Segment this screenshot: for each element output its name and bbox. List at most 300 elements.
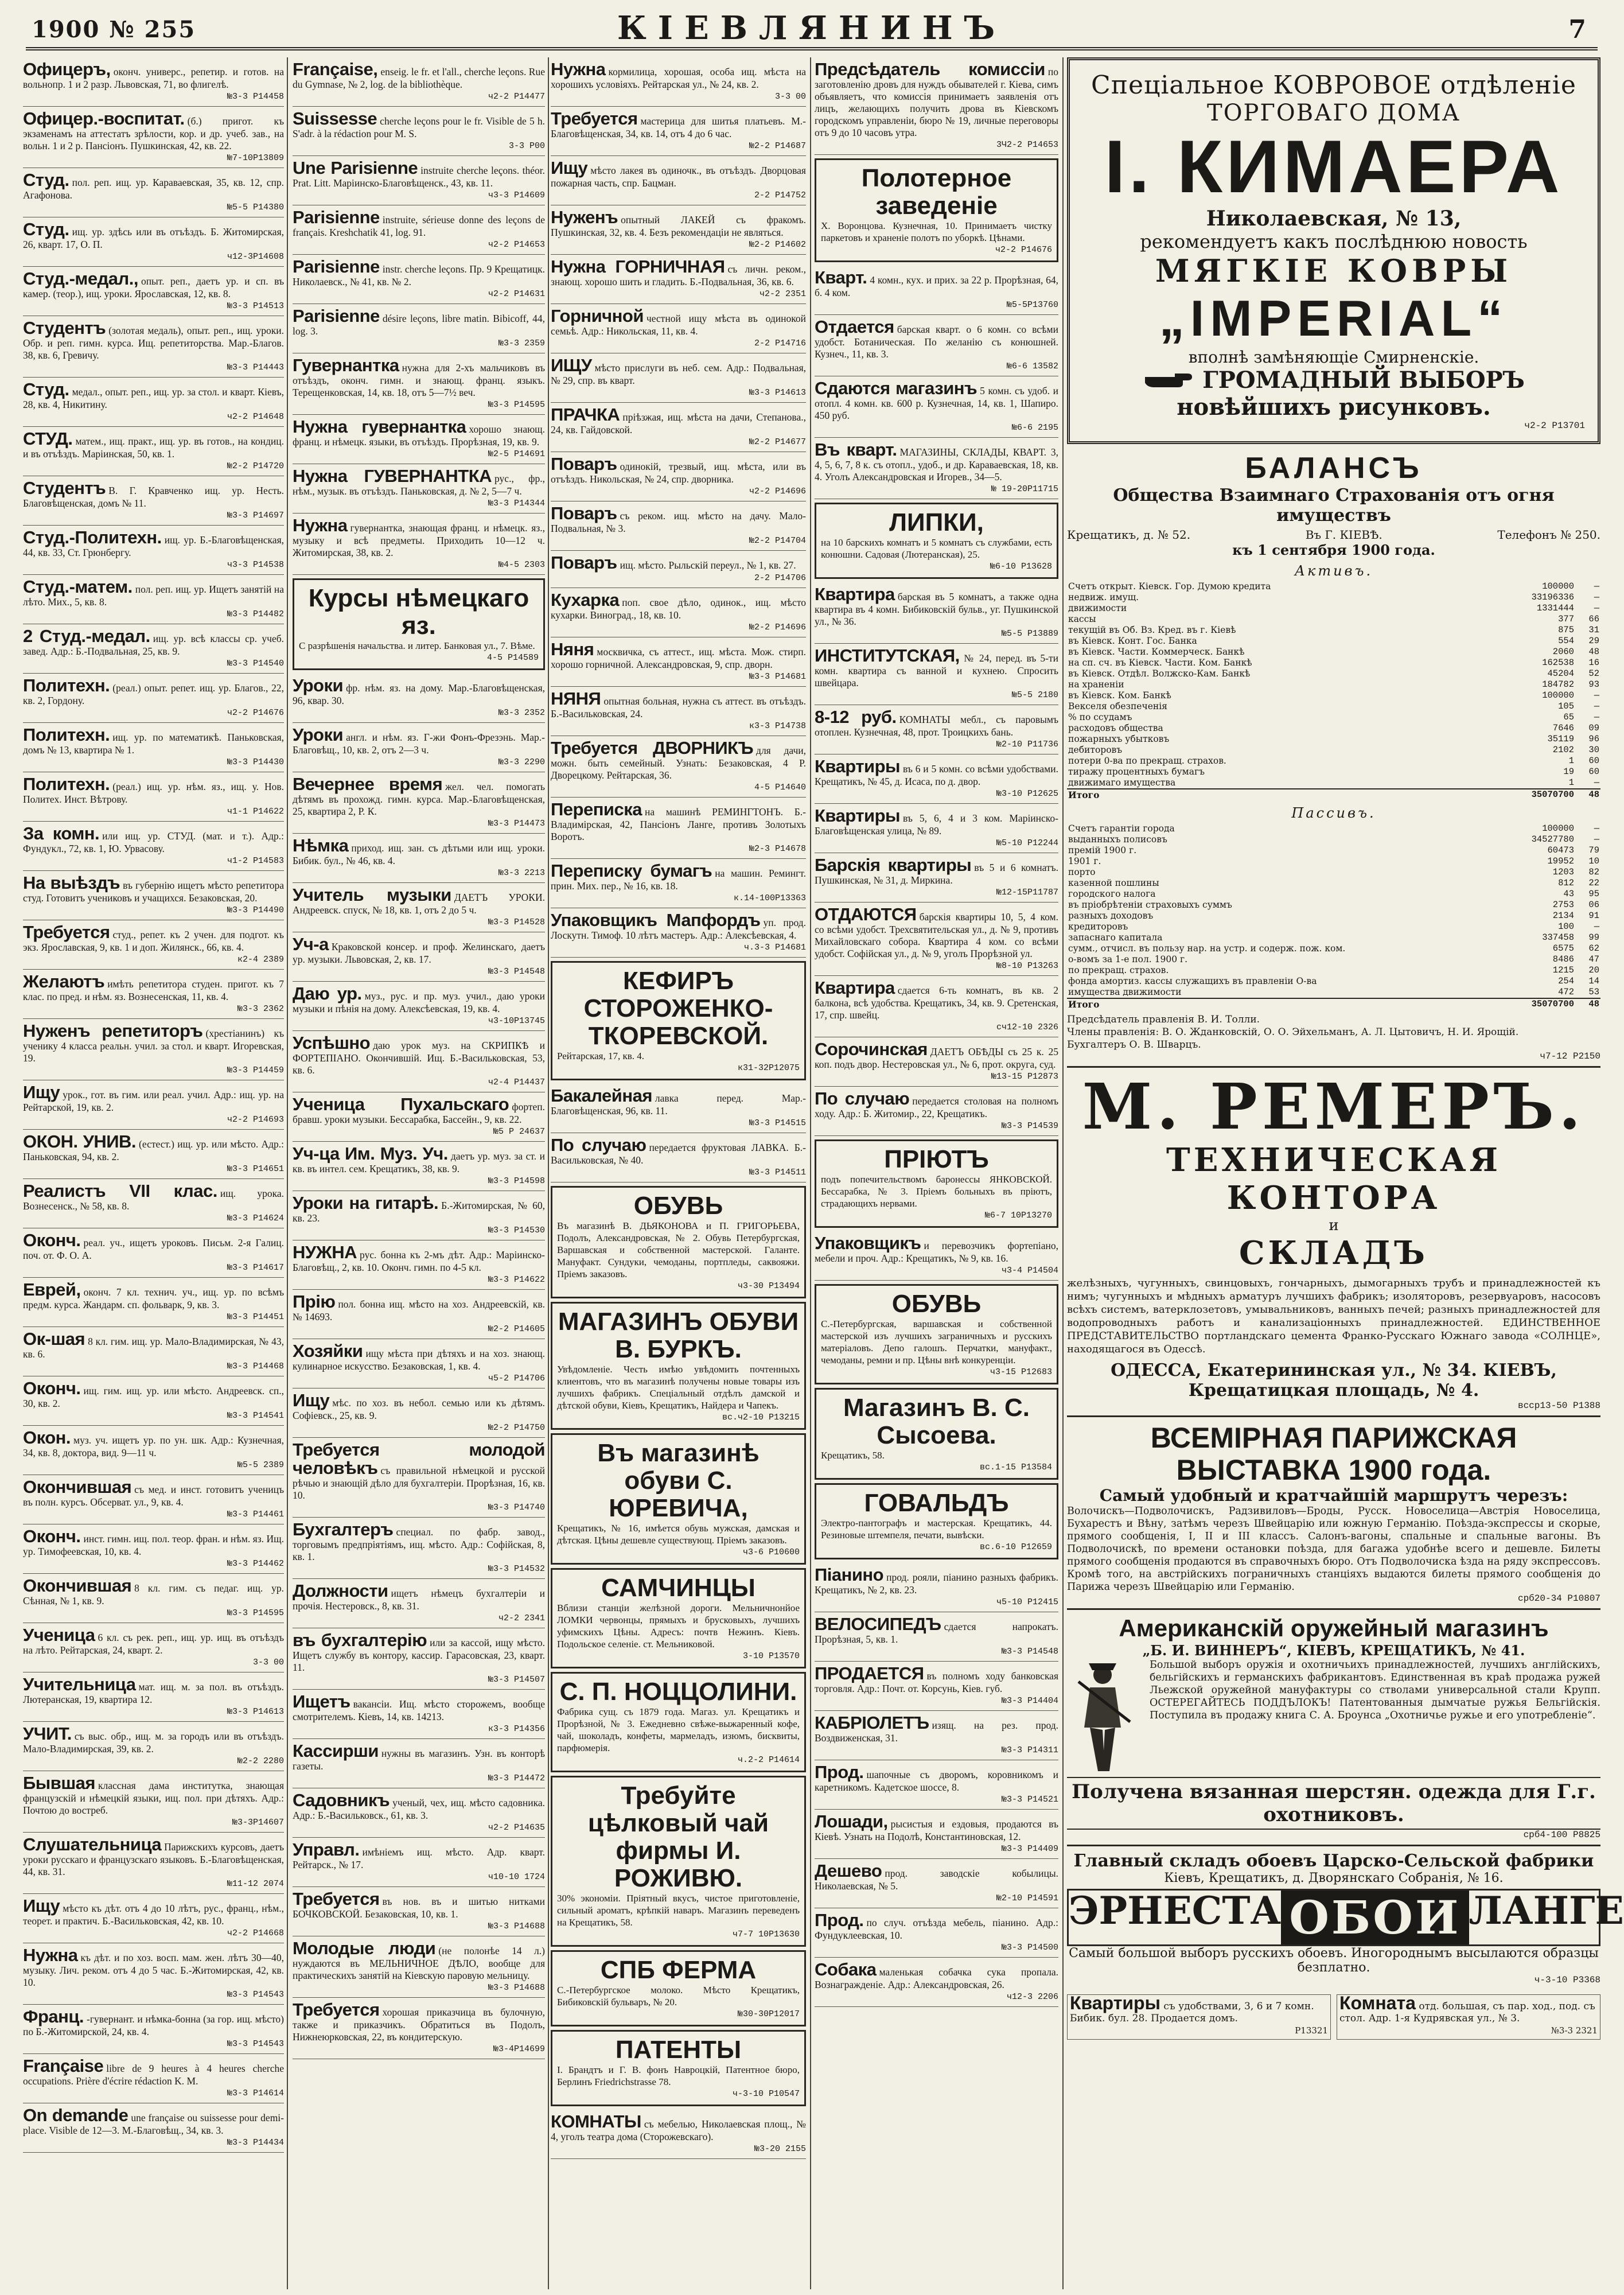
ledger-row (1067, 723, 1600, 734)
ledger-row (1067, 647, 1600, 658)
ledger-label: потери 0-ва по прекращ. страхов. (1068, 756, 1226, 766)
ad-code: №2-2 Р14602 (749, 240, 806, 250)
ad-text: (реал.) ищ. ур. нѣм. яз., ищ. у. Нов. Политех. Инст. Вѣтрову. (23, 781, 284, 805)
active-ledger (1067, 581, 1600, 800)
classified-ad (23, 1833, 284, 1894)
ad-heading: Française (23, 2056, 104, 2076)
ledger-kopecks: 60 (1588, 767, 1599, 777)
ad-code: №2-2 Р14750 (488, 1423, 545, 1433)
ad-heading: Оконч. (23, 1230, 81, 1250)
ledger-amount: 377 (1558, 614, 1574, 624)
ledger-kopecks: 48 (1588, 647, 1599, 657)
ledger-row (1067, 987, 1600, 998)
classified-ad (551, 403, 806, 452)
classified-ad (815, 1087, 1058, 1136)
classified-ad (815, 705, 1058, 754)
ad-code: ч1-1 Р14622 (227, 807, 284, 816)
ledger-row (1067, 965, 1600, 976)
ledger-kopecks: — (1594, 701, 1599, 711)
ledger-row (1067, 745, 1600, 756)
ad-text: съ удобствами, 3, 6 и 7 комн. Бибик. бул. 28. Продается домъ. (1070, 2001, 1314, 2024)
ledger-amount: 100000 (1542, 581, 1574, 592)
ad-code: ч2-2 Р14631 (488, 289, 545, 299)
ad-text: ищу мѣста при дѣтяхъ и на хоз. знающ. кулинарное искусство. Безаковская, 1, кв. 4. (293, 1348, 545, 1372)
ad-text: англ. и нѣм. яз. Г-жи Фонъ-Фрезэнь. Мар.-Благовѣщ., 10, кв. 2, отъ 2—3 ч. (293, 732, 545, 756)
ad-text: съ правильной нѣмецкой и русской рѣчью и знающій дѣло для бухгалтеріи. Прорѣзная, 16, кв. 10. (293, 1465, 545, 1501)
ledger-kopecks: — (1594, 603, 1599, 613)
column-4 (815, 57, 1058, 2289)
ad-text: мѣсто прислуги въ неб. сем. Адр.: Подвальная, № 29, спр. въ кварт. (551, 362, 806, 386)
column-1 (23, 57, 284, 2289)
kimaer-address: Николаевская, № 13, (1206, 207, 1462, 231)
ad-heading: Уч-ца Им. Муз. Уч. (293, 1143, 448, 1164)
active-heading: Активъ. (1294, 563, 1373, 579)
expo-body: Волочискъ—Подволочискъ, Радзивиловъ—Броды, Русск. Новоселица—Австрія Новоселица, Бухарестъ и Вѣну, затѣмъ черезъ Швейцарію или южную Германію. Поѣзда-экспрессы и скорые, прямого сообщенія, I, II и III классъ. Салонъ-вагоны, спальные и спальные вагоны. Въ Подволочискѣ, по времени остановки поѣзда, для багажа удобнѣе всего и дешевле. Билеты прямого сообщенія продаются въ справочныхъ бюро. Отъ Подволочиска ѣзда на ряду экспрессовъ. Кромѣ того, на австрійскихъ пограничныхъ станціяхъ выдаются билеты прямого сообщенія до Парижа черезъ Швейцарію или Германію. (1067, 1506, 1600, 1593)
ledger-row (1067, 900, 1600, 911)
ledger-row (1067, 845, 1600, 856)
classified-ad (23, 217, 284, 267)
ledger-kopecks: — (1594, 712, 1599, 722)
classified-ad (1337, 1994, 1600, 2040)
ad-text: передается столовая на полномъ ходу. Адр.: Б. Житомир., 22, Крещатикъ. (815, 1095, 1058, 1119)
ad-code: №3-3 Р14595 (227, 1608, 284, 1618)
ledger-amount: 65 (1563, 712, 1574, 722)
ledger-label: разныхъ доходовъ (1068, 911, 1154, 921)
ad-text: 5 комн. съ удоб. и отопл. 4 комн. кв. 600 р. Кузнечная, 14, кв. 1, Шапиро. 450 руб. (815, 385, 1058, 421)
ad-code: ч2-2 Р14676 (995, 245, 1052, 255)
column-5 (1067, 57, 1624, 2289)
column-rule (1062, 57, 1064, 2289)
ad-heading: Въ магазинѣ обуви С. ЮРЕВИЧА, (597, 1439, 760, 1522)
issue-number: 1900 № 255 (32, 16, 196, 43)
ad-text: москвичка, съ аттест., ищ. мѣста. Мож. стирп. хорошо горничной. Александровская, 9, спр. дворн. (551, 646, 806, 670)
ledger-amount: 2102 (1552, 745, 1574, 755)
ad-heading: Магазинъ В. С. Сысоева. (843, 1394, 1030, 1449)
ad-code: №3-3 Р14688 (488, 1983, 545, 1993)
ledger-label: городского налога (1068, 889, 1156, 899)
expo-subtitle: Самый удобный и кратчайшій маршрутъ черезъ: (1099, 1486, 1568, 1505)
ledger-label: Счетъ гарантіи города (1068, 823, 1175, 834)
ad-code: ч3-15 Р12683 (990, 1367, 1052, 1377)
ad-code: №3-3 Р14462 (227, 1559, 284, 1569)
ad-heading: Требуется (293, 2000, 380, 2020)
ad-code: 2-2 Р14706 (754, 573, 806, 583)
ad-text: (естест.) ищ. ур. или мѣсто. Адр.: Паньковская, 94, кв. 2. (23, 1138, 284, 1162)
ad-text: ищетъ нѣмецъ бухгалтеріи и прочія. Нестеровск., 8, кв. 31. (293, 1588, 545, 1612)
kimaer-recommendation: рекомендуетъ какъ послѣднюю новость (1140, 231, 1528, 252)
ad-code: ч3-10Р13745 (488, 1016, 545, 1026)
classified-ad (23, 2054, 284, 2103)
ad-heading: Уч-а (293, 934, 329, 954)
classified-ad (293, 834, 545, 883)
ad-heading: Parisienne (293, 306, 380, 326)
ad-code: ч2-2 Р14653 (488, 240, 545, 250)
ad-code: №2-2 Р14677 (749, 437, 806, 447)
classified-ad (293, 1936, 545, 1998)
ad-heading: Прію (293, 1292, 336, 1312)
ad-text: имѣніемъ ищ. мѣсто. Адр. кварт. Рейтарск., № 17. (293, 1846, 545, 1870)
ledger-kopecks: 96 (1588, 734, 1599, 744)
ad-code: ч3-30 Р13494 (737, 1281, 800, 1291)
ad-text: 4 комн., кух. и прих. за 22 р. Прорѣзная, 64, б. 4 ком. (815, 274, 1058, 298)
classified-ad (551, 687, 806, 736)
ad-heading: Parisienne (293, 256, 380, 277)
classified-ad (293, 1518, 545, 1579)
ad-heading: Молодые люди (293, 1938, 436, 1958)
ad-code: №2-3 Р14678 (749, 844, 806, 854)
ledger-kopecks: — (1594, 921, 1599, 932)
classified-ad (815, 1388, 1058, 1480)
classified-ad (551, 551, 806, 588)
classified-ad (551, 1776, 806, 1947)
ad-heading: За комн. (23, 823, 100, 843)
ad-text: жел. чел. помогать дѣтямъ въ прохожд. гимн. курса. Мар.-Благовѣщенская, 25, квартира 2, Р. К. (293, 781, 545, 817)
ad-heading: Уроки на гитарѣ. (293, 1193, 439, 1213)
ad-code: ч3-3 Р14609 (488, 190, 545, 200)
classified-ad (23, 267, 284, 316)
ledger-label: фонда амортиз. кассы служащихъ въ правленіи О-ва (1068, 976, 1317, 986)
ledger-amount: 105 (1558, 701, 1574, 711)
column-rule (810, 57, 811, 2289)
ad-text: ученый, чех, ищ. мѣсто садовника. Адр.: Б.-Васильковск., 61, кв. 3. (293, 1797, 545, 1821)
ad-code: № 19-20Р11715 (991, 484, 1058, 494)
ledger-kopecks: 93 (1588, 679, 1599, 690)
classified-ad (551, 353, 806, 403)
gun-shop-ad (1067, 1610, 1600, 1846)
ledger-kopecks: — (1594, 834, 1599, 845)
classified-ad (293, 578, 545, 670)
classified-ad (293, 1191, 545, 1240)
ad-heading: ОКОН. УНИВ. (23, 1131, 137, 1152)
classified-ad (293, 107, 545, 156)
ledger-row (1067, 932, 1600, 943)
ad-text: опытная больная, нужна съ аттест. въ отъѣздъ. Б.-Васильковская, 24. (551, 695, 806, 719)
ad-code: №3-3 Р14651 (227, 1164, 284, 1174)
classified-ad (23, 1376, 284, 1426)
classified-ad (815, 853, 1058, 903)
classified-ad (293, 1438, 545, 1518)
ad-text: имѣть репетитора студен. пригот. къ 7 клас. по пред. и нѣм. яз. Вознесенская, 11, кв. 4. (23, 978, 284, 1002)
ad-heading: ОТДАЮТСЯ (815, 904, 917, 924)
ad-code: №3-3 Р14430 (227, 757, 284, 767)
ledger-label: дебиторовъ (1068, 745, 1123, 755)
ad-text: instruite cherche leçons. théor. Prat. Litt. Маріинско-Благовѣщенск., 43, кв. 11. (293, 165, 545, 189)
ad-text: В. Г. Кравченко ищ. ур. Несть. Благовѣщенская, домъ № 11. (23, 485, 284, 509)
ad-heading: Студ.-матем. (23, 577, 133, 597)
ledger-label: порто (1068, 867, 1096, 877)
ad-code: ч7-12 Р2150 (1540, 1051, 1600, 1061)
ad-heading: ОБУВЬ (633, 1192, 723, 1220)
ad-heading: С. П. НОЦЦОЛИНИ. (559, 1678, 797, 1706)
classified-ad (293, 205, 545, 255)
ledger-row (1067, 581, 1600, 592)
ad-code: №3-20 2155 (754, 2144, 806, 2154)
ad-heading: Горничной (551, 306, 644, 326)
ledger-kopecks: 10 (1588, 856, 1599, 866)
ad-heading: ПАТЕНТЫ (615, 2036, 742, 2064)
ad-heading: Гувернантка (293, 355, 399, 375)
classified-ad (815, 1662, 1058, 1711)
ledger-amount: 19952 (1547, 856, 1574, 866)
ledger-amount: 184782 (1542, 679, 1574, 690)
ledger-kopecks: 79 (1588, 845, 1599, 855)
ledger-row (1067, 690, 1600, 701)
ad-text: изящ. на рез. прод. Воздвиженская, 31. (815, 1720, 1058, 1744)
ad-code: ч2-2 Р14696 (749, 487, 806, 496)
classified-ad (293, 723, 545, 772)
ad-code: №3-3 Р14311 (1001, 1745, 1058, 1755)
ad-code: 3-3 00 (774, 92, 806, 102)
ledger-amount: 162538 (1542, 658, 1574, 668)
ledger-row (1067, 943, 1600, 954)
ad-code: к31-32Р12075 (737, 1063, 800, 1073)
ad-code: №5-5 2180 (1011, 690, 1058, 700)
ad-text: рысистыя и ездовыя, продаются въ Кіевѣ. Узнать на Подолѣ, Константиновская, 12. (815, 1818, 1058, 1842)
classified-ad (23, 1574, 284, 1623)
ad-text: Х. Воронцова. Кузнечная, 10. Принимаетъ чистку паркетовъ и храненіе полотъ по уборкѣ. Цѣнами. (821, 220, 1052, 243)
ad-code: ч3-4 Р14504 (1001, 1266, 1058, 1275)
ad-code: ч3-3 Р14538 (227, 560, 284, 570)
ledger-kopecks: 30 (1588, 745, 1599, 755)
ad-text: барская въ 5 комнатъ, а также одна квартира въ 4 комн. Бибиковскій бульв., уг. Пушкинской ул., № 36. (815, 591, 1058, 627)
ad-text: ищ. урока. Вознесенск., № 58, кв. 8. (23, 1188, 284, 1212)
ad-code: №6-6 2195 (1011, 423, 1058, 433)
ad-text: (золотая медаль), опыт. реп., ищ. уроки. Обр. и реп. гимн. курса. Ищ. репетиторства. Мар.-Благов. 38, кв. 6, Гревичу. (23, 325, 284, 361)
remer-address: ОДЕССА, Екатерининская ул., № 34. КІЕВЪ, Крещатицкая площадь, № 4. (1111, 1360, 1557, 1401)
ledger-amount: 100000 (1542, 690, 1574, 701)
ad-code: ч.3-3 Р14681 (743, 943, 806, 952)
ad-text: на машинѣ РЕМИНГТОНЪ. Б.-Владимірская, 42, Пансіонъ Ланге, противъ Золотыхъ Воротъ. (551, 806, 806, 842)
kimaer-choice (1082, 367, 1585, 394)
ad-text: enseig. le fr. et l'all., cherche leçons. Rue du Gymnase, № 2, log. de la bibliothèque. (293, 66, 545, 90)
ad-text: въ нов. въ и шитью нитками БОЧКОВСКОЙ. Безаковская, 10, кв. 1. (293, 1896, 545, 1920)
ad-heading: Франц. (23, 2006, 84, 2026)
ad-code: №3-3 Р14458 (227, 92, 284, 102)
ledger-total: Итого (1067, 998, 1510, 1010)
ad-code: ч12-3Р14608 (227, 252, 284, 262)
ad-code: сч12-10 2326 (996, 1022, 1058, 1032)
ledger-row (1067, 734, 1600, 745)
ad-text: пол. реп. ищ. ур. Ищетъ занятій на лѣто. Мих., 5, кв. 8. (23, 584, 284, 608)
classified-ad (815, 1958, 1058, 2007)
ad-text: Парижскихъ курсовъ, даетъ уроки русскаго и французскаго языковъ. Б.-Благовѣщенская, 44, кв. 31. (23, 1841, 284, 1877)
gun-title: Американскій оружейный магазинъ (1119, 1615, 1549, 1641)
classified-ad (293, 1998, 545, 2059)
ad-heading: Ученица Пухальскаго (293, 1094, 509, 1114)
ad-code: №6-7 10Р13270 (984, 1211, 1052, 1220)
classified-ad (293, 464, 545, 514)
ad-code: №3-10 Р12625 (996, 789, 1058, 799)
ad-heading: Требуется (551, 108, 638, 129)
kimaer-line-2: ТОРГОВАГО ДОМА (1207, 100, 1461, 126)
wallpaper-oboi: ОБОИ (1281, 1891, 1469, 1944)
ad-text: уп. прод. Лоскутн. Тимоф. 10 лѣтъ мастеръ. Адр.: Алексѣевская, 4. (551, 917, 806, 941)
ledger-amount: 472 (1558, 987, 1574, 997)
ad-code: к2-4 2389 (237, 955, 284, 964)
balance-subtitle: Общества Взаимнаго Страхованія отъ огня имуществъ (1113, 485, 1555, 526)
classified-ad (293, 1887, 545, 1936)
ad-code: ч-3-10 Р3368 (1534, 1975, 1600, 1985)
ad-code: №3-3 Р14617 (227, 1263, 284, 1273)
ad-text: въ 5, 6, 4 и 3 ком. Маріинско-Благовѣщенская улица, № 89. (815, 812, 1058, 837)
hunter-illustration-icon (1067, 1659, 1142, 1773)
ad-heading: Окон. (23, 1427, 71, 1448)
ad-text: Рейтарская, 17, кв. 4. (557, 1051, 645, 1061)
ad-text: С.-Петербургская, варшавская и собственной мастерской изъ лучшихъ заграничныхъ и русскихъ матеріаловъ. Депо галошъ. Перчатки, мануфакт., чемоданы, ремни и пр. Цѣны внѣ конкуренціи. (821, 1318, 1052, 1366)
ad-heading: Учитель музыки (293, 885, 451, 905)
classified-ad (551, 1950, 806, 2026)
ledger-kopecks: 62 (1588, 943, 1599, 954)
ledger-amount: 7646 (1552, 723, 1574, 733)
ad-text: оконч. 7 кл. технич. уч., ищ. ур. по всѣмъ предм. курса. Жандарм. сп. фольварк, 9, кв. 3. (23, 1286, 284, 1310)
ad-code: 4-5 Р14640 (754, 783, 806, 792)
classified-ad (551, 2030, 806, 2106)
classified-ad (23, 1130, 284, 1179)
ad-heading: Квартиры (1070, 1993, 1160, 2013)
ad-code: 3Ч2-2 Р14653 (996, 140, 1058, 150)
classified-ad (23, 822, 284, 871)
ad-text: даю урок муз. на СКРИПКѢ и ФОРТЕПІАНО. Окончившій. Ищ. Б.-Васильковская, 53, кв. 6. (293, 1040, 545, 1076)
classified-ad (815, 903, 1058, 976)
ad-code: №7-10Р13809 (227, 153, 284, 163)
ledger-row (1067, 625, 1600, 636)
ad-code: 3-3 Р00 (508, 141, 545, 151)
ledger-kopecks: 22 (1588, 878, 1599, 888)
ad-text: instruite, sérieuse donne des leçons de français. Kreshchatik 41, log. 91. (293, 214, 545, 238)
ad-code: ч2-2 Р14668 (227, 1928, 284, 1938)
classified-ad (23, 1722, 284, 1771)
ledger-kopecks: — (1594, 581, 1599, 592)
classified-ad (293, 1142, 545, 1191)
ledger-label: кассы (1068, 614, 1096, 624)
ad-code: ч3-6 Р10600 (742, 1547, 800, 1557)
ad-heading: Няня (551, 639, 594, 659)
ledger-kopecks: 06 (1588, 900, 1599, 910)
ad-code: №3-3 Р14543 (227, 1990, 284, 2000)
ad-code: №3-3 2362 (237, 1004, 284, 1014)
ad-code: №3-3 Р14614 (227, 2088, 284, 2098)
ad-text: Крещатикъ, 58. (821, 1450, 885, 1461)
wallpaper-address: Кіевъ, Крещатикъ, д. Дворянскаго Собранія, № 16. (1164, 1871, 1504, 1885)
classified-ad (23, 723, 284, 772)
ad-text: (б.) пригот. къ экзаменамъ на аттестатъ зрѣлости, кор. и др. учеб. зав., на вольн. 1 и 2 р. Пансіонъ. Пушкинская, 42, кв. 22. (23, 115, 284, 151)
ad-heading: Ищу (23, 1896, 60, 1916)
ad-text: въ 5 и 6 комнатъ. Пушкинская, № 31, д. Миркина. (815, 862, 1058, 886)
ad-code: №2-10 Р14591 (996, 1893, 1058, 1903)
ad-heading: Оконч. (23, 1378, 81, 1398)
ad-heading: Нуженъ репетиторъ (23, 1021, 203, 1041)
classified-ad (23, 427, 284, 476)
ad-heading: Хозяйки (293, 1341, 363, 1361)
classified-ad (815, 644, 1058, 705)
classified-ad (293, 1339, 545, 1388)
ledger-amount: 1203 (1552, 867, 1574, 877)
ad-code: №3-3 Р14740 (488, 1503, 545, 1512)
ad-heading: Нѣмка (293, 835, 349, 855)
ad-code: №3-3 Р14532 (488, 1564, 545, 1574)
ad-code: №3-3 Р14511 (749, 1168, 806, 1177)
ad-heading: Ок-шая (23, 1329, 85, 1349)
ad-code: №3-3 2290 (498, 757, 545, 767)
ledger-amount: 2753 (1552, 900, 1574, 910)
classified-ad (815, 1139, 1058, 1228)
ad-code: №3-3 Р14443 (227, 363, 284, 372)
ad-heading: Оконч. (23, 1526, 81, 1546)
ad-text: мѣсто къ дѣт. отъ 4 до 10 лѣтъ, рус., франц., нѣм., теорет. и практич. Б.-Васильковская, 42, кв. 10. (23, 1903, 284, 1927)
ad-text: 8 кл. гим. ищ. ур. Мало-Владимирская, № 43, кв. 6. (23, 1336, 284, 1360)
ad-heading: Бакалейная (551, 1086, 652, 1106)
ad-heading: Курсы нѣмецкаго яз. (308, 584, 529, 640)
classified-ad (293, 353, 545, 415)
ad-text: une française ou suissesse pour demi-place. Visible de 12—3. М.-Благовѣщ., 34, кв. 3. (23, 2112, 284, 2136)
ad-text: пріѣзжая, ищ. мѣста на дачи, Степанова., 24, кв. Гайдовской. (551, 411, 806, 435)
ad-text: по заготовленію дровъ для нуждъ обывателей г. Кіева, симъ объявляетъ, что комиссія принимаетъ заявленія отъ лицъ, желающихъ получить дрова въ Кіевскомъ городскомъ управленіи, бюро № 19, личные переговоры отъ 9 до 10 часовъ утра. (815, 66, 1058, 138)
ad-text: Фабрика сущ. съ 1879 года. Магаз. ул. Крещатикъ и Прорѣзной, № 3. Ежедневно свѣже-выжаренный кофе, чай, шоколадъ, конфеты, мармеладъ, изюмъ, бисквиты, парфюмерія. (557, 1706, 800, 1753)
ad-heading: Въ кварт. (815, 439, 897, 460)
ledger-kopecks: 99 (1588, 932, 1599, 943)
classified-ad (815, 1563, 1058, 1612)
ad-heading: Отдается (815, 317, 894, 337)
ad-text: Вблизи станціи желѣзной дороги. Мельничнонйое ЛОМКИ червонцы, прямыхъ и брусковыхъ, лучшихъ уфимскихъ Цѣны. Адресъ: почтв Нежинъ. Кіевъ. Подольское селеніе. ст. Мельниковой. (557, 1602, 800, 1650)
ad-heading: Предсѣдатель комиссіи (815, 59, 1045, 79)
ad-text: въ губернію ищетъ мѣсто репетитора студ. Готовитъ учениковъ и учащихся. Безаковская, 20. (23, 880, 284, 904)
ad-code: №2-10 Р11736 (996, 740, 1058, 749)
ad-heading: УЧИТ. (23, 1724, 72, 1744)
ad-heading: Еврей, (23, 1279, 81, 1300)
kimaer-product: МЯГКІЕ КОВРЫ (1155, 252, 1513, 289)
ledger-label: въ Кіевск. Ком. Банкѣ (1068, 690, 1171, 701)
ad-code: ч2-2 Р14477 (488, 92, 545, 102)
ad-heading: Управл. (293, 1839, 360, 1860)
ad-code: к3-3 Р14356 (488, 1724, 545, 1734)
ad-heading: КАБРІОЛЕТЪ (815, 1713, 929, 1733)
ad-code: №3-3 2352 (498, 708, 545, 718)
ledger-row (1067, 668, 1600, 679)
ledger-amount: 1 (1568, 756, 1574, 766)
ad-code: №3-3 Р14513 (227, 301, 284, 311)
ad-text: подъ попечительствомъ баронессы ЯНКОВСКОЙ. Бессарабка, № 3. Пріемъ больныхъ въ пріютъ, страдающихъ нервами. (821, 1174, 1052, 1209)
ad-code: вс.ч2-10 Р13215 (722, 1413, 800, 1422)
classified-ad (23, 1524, 284, 1574)
ad-text: съ мебелью, Николаевская площ., № 4, уголъ театра дома (Сторожевскаго). (551, 2118, 806, 2142)
ledger-amount: 34527780 (1531, 834, 1574, 845)
ad-text: Увѣдомленіе. Честь имѣю увѣдомить почтенныхъ клиентовъ, что въ магазинѣ получены новые товары изъ лучшихъ фабрикъ. Спеціальный отдѣлъ дамской и дѣтской обуви, Кіевъ, Крещатикъ, Найдера и Чапекъ. (557, 1364, 800, 1411)
ad-heading: въ бухгалтерію (293, 1630, 427, 1650)
ad-code: 4-5 Р14589 (486, 653, 539, 663)
ad-code: №3-3 Р14409 (1001, 1844, 1058, 1854)
classified-ad (23, 1019, 284, 1080)
ledger-row (1067, 856, 1600, 867)
ad-code: №3-3 Р14697 (227, 511, 284, 520)
classified-ad (551, 1084, 806, 1133)
ad-heading: САМЧИНЦЫ (601, 1574, 755, 1602)
ad-code: №13-15 Р12873 (991, 1072, 1058, 1082)
classified-ad (815, 1284, 1058, 1384)
ad-heading: Студ. (23, 379, 69, 399)
ad-heading: КЕФИРЪ СТОРОЖЕНКО-ТКОРЕВСКОЙ. (583, 967, 773, 1050)
ad-heading: На выѣздъ (23, 873, 120, 893)
ad-code: №5-5 2389 (237, 1460, 284, 1470)
ledger-label: выданныхъ полисовъ (1068, 834, 1167, 845)
ad-text: ищ. ур. всѣ классы ср. учеб. завед. Адр.: Б.-Подвальная, 25, кв. 9. (23, 633, 284, 657)
remer-and: и (1329, 1217, 1339, 1234)
ad-code: №3-3 Р14451 (227, 1312, 284, 1322)
ad-text: пол. бонна ищ. мѣсто на хоз. Андреевскій, кв. № 14693. (293, 1298, 545, 1322)
balance-date: къ 1 сентября 1900 года. (1232, 542, 1435, 558)
ledger-row (1067, 889, 1600, 900)
ad-code: ч12-3 2206 (1006, 1992, 1058, 2002)
ledger-total: 48 (1575, 998, 1600, 1010)
